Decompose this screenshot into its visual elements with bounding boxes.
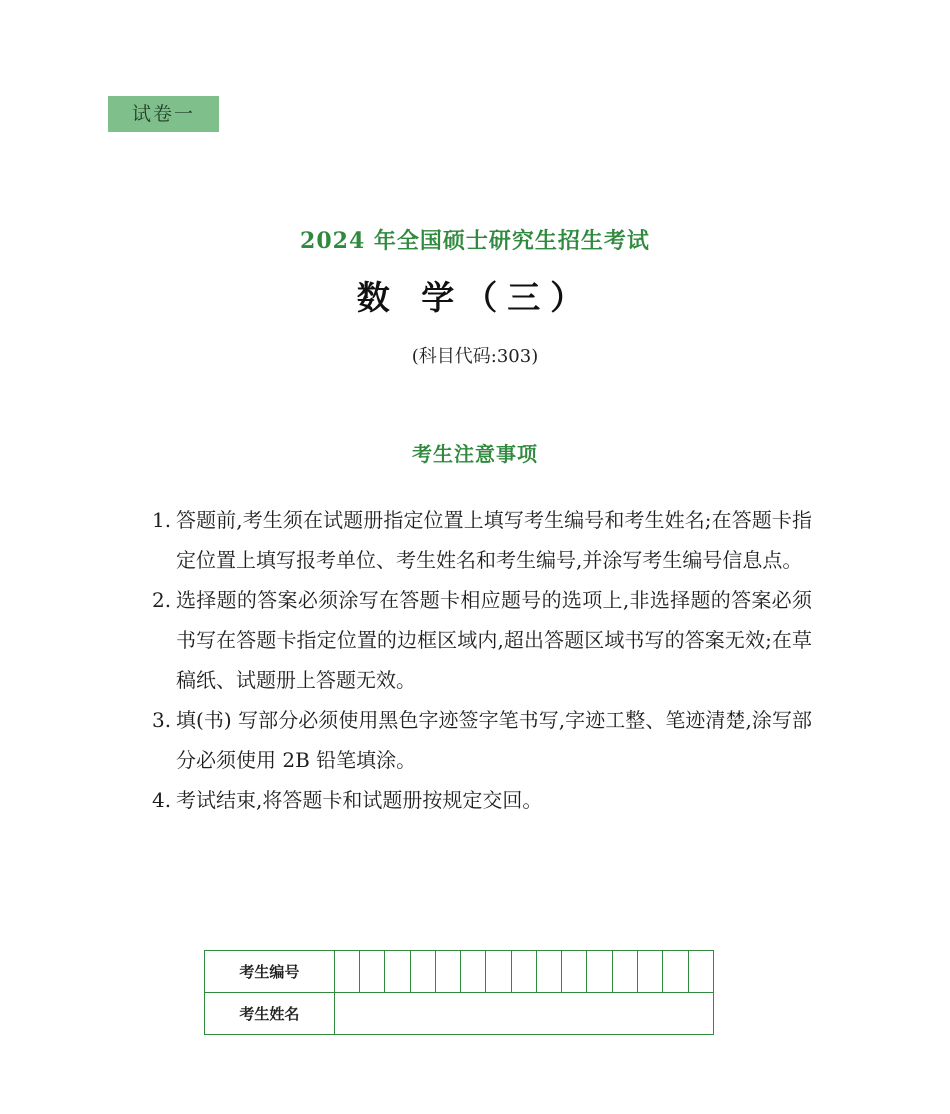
candidate-name-field[interactable] <box>334 993 713 1035</box>
rule-item <box>152 580 812 700</box>
rule-item <box>152 780 812 820</box>
candidate-number-cell[interactable] <box>663 951 688 993</box>
rule-number: 2. <box>152 588 172 612</box>
rule-text: 考试结束,将答题卡和试题册按规定交回。 <box>176 788 543 812</box>
candidate-name-label: 考生姓名 <box>205 993 335 1035</box>
subject-code: (科目代码:303) <box>411 346 539 367</box>
notice-heading: 考生注意事项 <box>412 442 538 466</box>
candidate-number-cell[interactable] <box>612 951 637 993</box>
rule-text: 答题前,考生须在试题册指定位置上填写考生编号和考生姓名;在答题卡指定位置上填写报考单位、考生姓名和考生编号,并涂写考生编号信息点。 <box>176 508 812 572</box>
candidate-number-cell[interactable] <box>359 951 384 993</box>
rule-item <box>152 500 812 580</box>
candidate-number-cell[interactable] <box>511 951 536 993</box>
candidate-number-cell[interactable] <box>410 951 435 993</box>
candidate-number-row <box>205 951 714 993</box>
candidate-info-table <box>204 950 714 1035</box>
rule-text: 选择题的答案必须涂写在答题卡相应题号的选项上,非选择题的答案必须书写在答题卡指定位置的边框区域内,超出答题区域书写的答案无效;在草稿纸、试题册上答题无效。 <box>176 588 812 692</box>
candidate-number-cell[interactable] <box>461 951 486 993</box>
subject-title: 数 学（三） <box>356 278 594 317</box>
candidate-number-cell[interactable] <box>536 951 561 993</box>
rule-number: 3. <box>152 708 172 732</box>
rule-text: 填(书) 写部分必须使用黑色字迹签字笔书写,字迹工整、笔迹清楚,涂写部分必须使用 2B 铅笔填涂。 <box>176 708 812 772</box>
paper-tag: 试卷一 <box>108 96 219 132</box>
rule-number: 1. <box>152 508 172 532</box>
rule-number: 4. <box>152 788 172 812</box>
candidate-number-label: 考生编号 <box>205 951 335 993</box>
candidate-number-cell[interactable] <box>334 951 359 993</box>
rule-item <box>152 700 812 780</box>
rules-list <box>152 500 812 820</box>
candidate-number-cell[interactable] <box>562 951 587 993</box>
candidate-number-cell[interactable] <box>638 951 663 993</box>
candidate-number-cell[interactable] <box>688 951 713 993</box>
candidate-number-cell[interactable] <box>587 951 612 993</box>
candidate-number-cell[interactable] <box>486 951 511 993</box>
candidate-number-cell[interactable] <box>385 951 410 993</box>
candidate-name-row <box>205 993 714 1035</box>
exam-title: 2024 年全国硕士研究生招生考试 <box>300 228 650 254</box>
candidate-number-cell[interactable] <box>435 951 460 993</box>
